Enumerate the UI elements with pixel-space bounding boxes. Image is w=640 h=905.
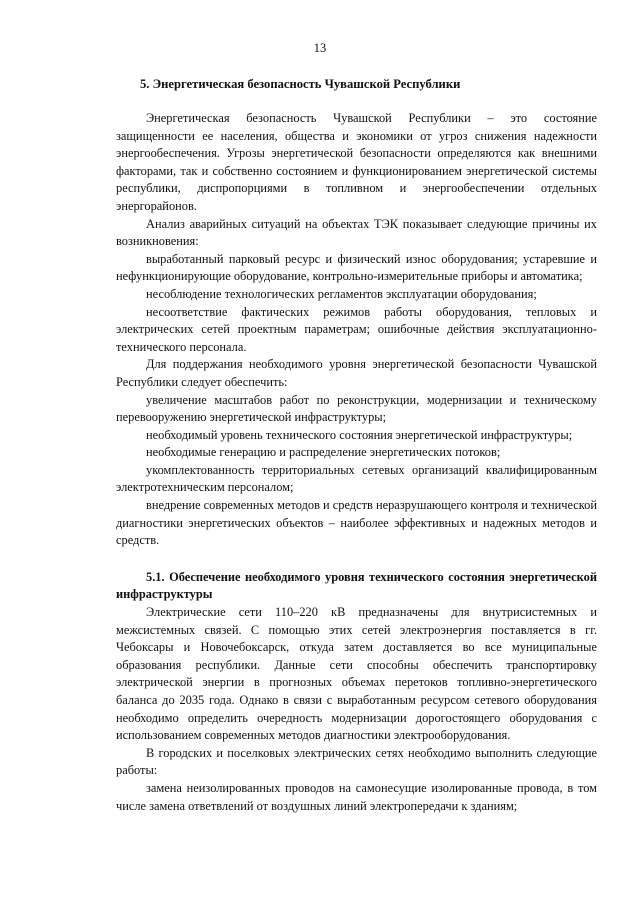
paragraph-energy-security-definition: Энергетическая безопасность Чувашской Республики – это состояние защищенности ее населения, общества и экономики от угроз снижения надежности энергообеспечения. Угрозы энергетической безопасности определяются как внешними факторами, так и собственно состоянием и функционированием энергетической системы республики, диспропорциями в топливном и энергообеспечении отдельных энергорайонов.	[116, 111, 597, 213]
list-item-measure: укомплектованность территориальных сетевых организаций квалифицированным электротехническим персоналом;	[116, 462, 597, 495]
paragraph-accident-analysis: Анализ аварийных ситуаций на объектах ТЭК показывает следующие причины их возникновения:	[116, 216, 597, 249]
list-item-cause: выработанный парковый ресурс и физический износ оборудования; устаревшие и нефункционирующие оборудование, контрольно-измерительные приборы и автоматика;	[116, 251, 597, 284]
list-item-measure: увеличение масштабов работ по реконструкции, модернизации и техническому перевооружению энергетической инфраструктуры;	[116, 392, 597, 425]
list-item-measure: внедрение современных методов и средств неразрушающего контроля и технической диагностики энергетических объектов – наиболее эффективных и надежных методов и средств.	[116, 498, 597, 548]
section-title: 5. Энергетическая безопасность Чувашской Республики	[140, 77, 461, 91]
subsection-title: 5.1. Обеспечение необходимого уровня технического состояния энергетической инфраструктуры	[116, 569, 597, 602]
list-item-work: замена неизолированных проводов на самонесущие изолированные провода, в том числе замена ответвлений от воздушных линий электропередачи к зданиям;	[116, 780, 597, 813]
paragraph-ensure-intro: Для поддержания необходимого уровня энергетической безопасности Чувашской Республики следует обеспечить:	[116, 357, 597, 389]
document-body	[116, 110, 597, 815]
paragraph-electric-networks: Электрические сети 110–220 кВ предназначены для внутрисистемных и межсистемных связей. С помощью этих сетей электроэнергия поставляется в гг. Чебоксары и Новочебоксарск, откуда затем доставляется во все муниципальные образования республики. Данные сети способны обеспечить транспортировку электрической энергии в прогнозных объемах перетоков топливно-энергетического баланса до 2035 года. Однако в связи с выработанным ресурсом сетевого оборудования необходимо определить очередность модернизации дорогостоящего оборудования с использованием современных методов диагностики электрооборудования.	[116, 605, 597, 743]
list-item-measure: необходимые генерацию и распределение энергетических потоков;	[146, 445, 501, 460]
list-item-cause: несоблюдение технологических регламентов эксплуатации оборудования;	[146, 286, 537, 301]
list-item-cause: несоответствие фактических режимов работы оборудования, тепловых и электрических сетей проектным параметрам; ошибочные действия эксплуатационно-технического персонала.	[116, 304, 597, 354]
paragraph-city-networks-intro: В городских и поселковых электрических сетях необходимо выполнить следующие работы:	[116, 745, 597, 778]
list-item-measure: необходимый уровень технического состояния энергетической инфраструктуры;	[146, 427, 573, 442]
section-spacer	[116, 550, 597, 569]
page-number: 13	[313, 41, 327, 55]
